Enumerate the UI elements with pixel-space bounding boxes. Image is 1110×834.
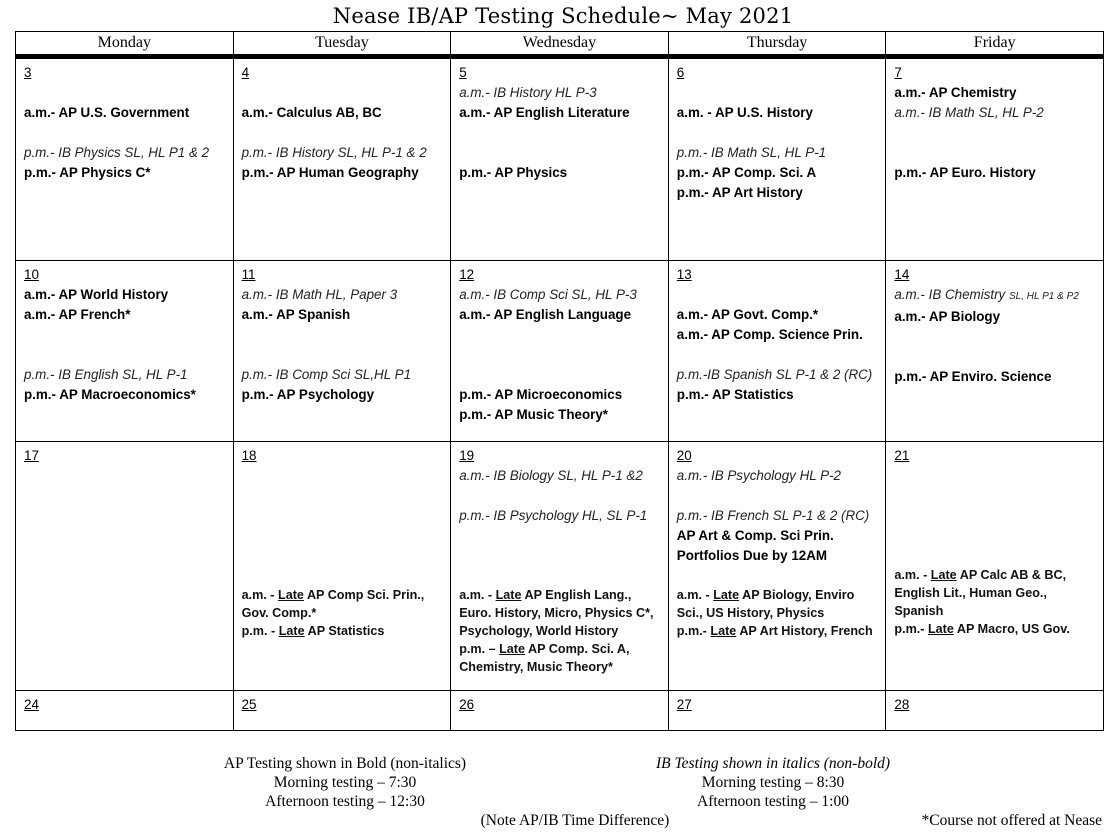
spacer xyxy=(677,345,878,365)
ap-exam-entry: a.m.- AP Comp. Science Prin. xyxy=(676,327,863,342)
legend-ib-afternoon: Afternoon testing – 1:00 xyxy=(697,793,849,810)
late-exam-entry: a.m. - Late AP Biology, Enviro xyxy=(676,588,855,602)
day-number: 27 xyxy=(676,697,692,712)
ap-exam-entry: a.m.- AP Govt. Comp.* xyxy=(676,307,819,322)
ib-exam-entry: a.m.- IB Comp Sci SL, HL P-3 xyxy=(459,287,637,302)
spacer xyxy=(894,486,1095,506)
day-number: 13 xyxy=(676,267,692,282)
day-cell xyxy=(451,261,669,442)
ap-exam-entry: p.m.- AP Physics C* xyxy=(24,165,151,180)
late-exam-entry: Sci., US History, Physics xyxy=(676,606,825,620)
late-exam-entry: Psychology, World History xyxy=(459,624,619,638)
spacer xyxy=(459,526,660,546)
ib-exam-entry: a.m.- IB Math HL, Paper 3 xyxy=(241,287,398,302)
calendar-table xyxy=(15,31,1104,731)
ap-exam-entry: a.m.- AP Chemistry xyxy=(894,85,1017,100)
legend-ib xyxy=(618,754,928,811)
spacer xyxy=(459,143,660,163)
week-row xyxy=(16,57,1104,261)
day-number: 4 xyxy=(241,65,250,80)
legend-time-note: (Note AP/IB Time Difference) xyxy=(480,812,670,829)
spacer xyxy=(894,123,1095,143)
spacer xyxy=(677,285,878,305)
day-cell xyxy=(668,261,886,442)
late-label: Late xyxy=(927,622,954,636)
spacer xyxy=(24,123,225,143)
day-number: 3 xyxy=(24,65,32,80)
ib-exam-entry: a.m.- IB History HL P-3 xyxy=(459,85,597,100)
spacer xyxy=(459,345,660,365)
day-cell xyxy=(233,442,451,691)
weekday-monday: Monday xyxy=(16,32,234,57)
day-number: 21 xyxy=(894,448,910,463)
late-label: Late xyxy=(710,624,737,638)
ap-exam-entry: a.m.- Calculus AB, BC xyxy=(241,105,382,120)
spacer xyxy=(894,327,1095,347)
spacer xyxy=(677,83,878,103)
ib-exam-entry: p.m.-IB Spanish SL P-1 & 2 (RC) xyxy=(676,367,873,382)
day-cell xyxy=(233,691,451,731)
footnote-not-offered: *Course not offered at Nease xyxy=(921,812,1102,829)
day-cell xyxy=(886,691,1104,731)
ap-exam-entry: p.m.- AP Art History xyxy=(676,185,803,200)
ib-exam-entry: a.m.- IB Math SL, HL P-2 xyxy=(894,105,1044,120)
day-number: 6 xyxy=(676,65,685,80)
late-exam-entry: Euro. History, Micro, Physics C*, xyxy=(459,606,654,620)
day-number: 11 xyxy=(241,267,256,282)
ap-exam-entry: a.m. - AP U.S. History xyxy=(676,105,813,120)
ap-exam-entry: Portfolios Due by 12AM xyxy=(676,548,828,563)
day-number: 20 xyxy=(676,448,692,463)
late-label: Late xyxy=(930,568,957,582)
ib-exam-papers: SL, HL P1 & P2 xyxy=(1008,291,1079,302)
late-exam-entry: English Lit., Human Geo., xyxy=(894,586,1047,600)
ap-exam-entry: p.m.- AP Comp. Sci. A xyxy=(676,165,817,180)
weekday-header-row xyxy=(16,32,1104,57)
spacer xyxy=(459,486,660,506)
ap-exam-entry: a.m.- AP English Literature xyxy=(459,105,630,120)
late-exam-entry: a.m. - Late AP Calc AB & BC, xyxy=(894,568,1067,582)
spacer xyxy=(242,546,443,566)
week-row xyxy=(16,442,1104,691)
spacer xyxy=(459,365,660,385)
ap-exam-entry: p.m.- AP Euro. History xyxy=(894,165,1036,180)
ap-exam-entry: p.m.- AP Enviro. Science xyxy=(894,369,1052,384)
week-row xyxy=(16,691,1104,731)
day-number: 7 xyxy=(894,65,902,80)
ib-exam-entry: p.m.- IB Math SL, HL P-1 xyxy=(676,145,827,160)
late-exam-entry: a.m. - Late AP Comp Sci. Prin., xyxy=(241,588,425,602)
ib-exam-entry: a.m.- IB Chemistry SL, HL P1 & P2 xyxy=(894,287,1079,302)
day-cell xyxy=(886,261,1104,442)
ap-exam-entry: p.m.- AP Macroeconomics* xyxy=(24,387,196,402)
ib-exam-entry: a.m.- IB Biology SL, HL P-1 &2 xyxy=(459,468,643,483)
ap-exam-entry: a.m.- AP U.S. Government xyxy=(24,105,190,120)
spacer xyxy=(24,325,225,345)
weekday-wednesday: Wednesday xyxy=(451,32,669,57)
spacer xyxy=(242,325,443,345)
ib-exam-entry: p.m.- IB Comp Sci SL,HL P1 xyxy=(241,367,412,382)
page-title: Nease IB/AP Testing Schedule~ May 2021 xyxy=(332,4,794,28)
spacer xyxy=(894,466,1095,486)
ap-exam-entry: a.m.- AP English Language xyxy=(459,307,632,322)
late-label: Late xyxy=(713,588,740,602)
ib-exam-entry: p.m.- IB Physics SL, HL P1 & 2 xyxy=(24,145,210,160)
weekday-friday: Friday xyxy=(886,32,1104,57)
late-exam-entry: p.m. - Late AP Statistics xyxy=(241,624,385,638)
legend-ib-morning: Morning testing – 8:30 xyxy=(701,774,845,791)
spacer xyxy=(242,123,443,143)
day-cell xyxy=(451,442,669,691)
late-exam-entry: p.m.- Late AP Art History, French xyxy=(676,624,873,638)
weekday-thursday: Thursday xyxy=(668,32,886,57)
late-exam-entry: p.m. – Late AP Comp. Sci. A, xyxy=(459,642,630,656)
day-cell xyxy=(233,57,451,261)
spacer xyxy=(677,123,878,143)
spacer xyxy=(677,566,878,586)
day-number: 19 xyxy=(459,448,475,463)
ap-exam-entry: p.m.- AP Music Theory* xyxy=(459,407,609,422)
ap-exam-entry: AP Art & Comp. Sci Prin. xyxy=(676,528,834,543)
late-label: Late xyxy=(499,642,525,656)
day-number: 28 xyxy=(894,697,910,712)
day-cell xyxy=(451,57,669,261)
late-exam-entry: p.m.- Late AP Macro, US Gov. xyxy=(894,622,1070,636)
weekday-tuesday: Tuesday xyxy=(233,32,451,57)
spacer xyxy=(242,345,443,365)
late-exam-entry: Spanish xyxy=(894,604,944,618)
ib-exam-entry: p.m.- IB French SL P-1 & 2 (RC) xyxy=(676,508,870,523)
late-label: Late xyxy=(278,588,304,602)
ib-exam-entry: a.m.- IB Psychology HL P-2 xyxy=(676,468,842,483)
spacer xyxy=(459,566,660,586)
legend-ap-heading: AP Testing shown in Bold (non-italics) xyxy=(223,755,467,772)
spacer xyxy=(894,506,1095,526)
legend-ib-heading: IB Testing shown in italics (non-bold) xyxy=(655,755,891,772)
spacer xyxy=(242,83,443,103)
ap-exam-entry: p.m.- AP Physics xyxy=(459,165,568,180)
spacer xyxy=(459,325,660,345)
day-cell xyxy=(668,691,886,731)
ap-exam-entry: p.m.- AP Microeconomics xyxy=(459,387,623,402)
ap-exam-entry: a.m.- AP French* xyxy=(24,307,131,322)
day-number: 10 xyxy=(24,267,39,282)
spacer xyxy=(894,143,1095,163)
ap-exam-entry: a.m.- AP Spanish xyxy=(241,307,351,322)
ib-exam-entry: p.m.- IB English SL, HL P-1 xyxy=(24,367,188,382)
day-cell xyxy=(668,442,886,691)
day-cell xyxy=(886,442,1104,691)
ap-exam-entry: p.m.- AP Statistics xyxy=(676,387,794,402)
legend-ap xyxy=(190,754,500,811)
ap-exam-entry: p.m.- AP Psychology xyxy=(241,387,375,402)
spacer xyxy=(459,123,660,143)
late-label: Late xyxy=(495,588,522,602)
spacer xyxy=(242,466,443,486)
ap-exam-entry: p.m.- AP Human Geography xyxy=(241,165,419,180)
spacer xyxy=(242,506,443,526)
spacer xyxy=(242,566,443,586)
week-row xyxy=(16,261,1104,442)
late-exam-entry: Gov. Comp.* xyxy=(241,606,317,620)
spacer xyxy=(894,526,1095,546)
day-cell xyxy=(668,57,886,261)
day-number: 5 xyxy=(459,65,467,80)
spacer xyxy=(24,345,225,365)
late-exam-entry: Chemistry, Music Theory* xyxy=(459,660,613,674)
legend-ap-afternoon: Afternoon testing – 12:30 xyxy=(265,793,425,810)
late-exam-entry: a.m. - Late AP English Lang., xyxy=(459,588,632,602)
day-cell xyxy=(16,261,234,442)
day-cell xyxy=(16,691,234,731)
spacer xyxy=(894,347,1095,367)
ib-exam-entry: p.m.- IB History SL, HL P-1 & 2 xyxy=(241,145,427,160)
ib-exam-entry: p.m.- IB Psychology HL, SL P-1 xyxy=(459,508,648,523)
spacer xyxy=(677,486,878,506)
day-cell xyxy=(451,691,669,731)
ap-exam-entry: a.m.- AP World History xyxy=(24,287,169,302)
spacer xyxy=(242,486,443,506)
ap-exam-entry: a.m.- AP Biology xyxy=(894,309,1001,324)
spacer xyxy=(459,546,660,566)
day-number: 18 xyxy=(241,448,257,463)
day-number: 25 xyxy=(241,697,257,712)
day-cell xyxy=(886,57,1104,261)
late-label: Late xyxy=(278,624,305,638)
spacer xyxy=(24,83,225,103)
day-number: 14 xyxy=(894,267,910,282)
day-cell xyxy=(233,261,451,442)
day-cell xyxy=(16,442,234,691)
spacer xyxy=(242,526,443,546)
legend-ap-morning: Morning testing – 7:30 xyxy=(273,774,417,791)
day-number: 26 xyxy=(459,697,475,712)
day-number: 24 xyxy=(24,697,39,712)
spacer xyxy=(894,546,1095,566)
day-number: 12 xyxy=(459,267,475,282)
day-number: 17 xyxy=(24,448,39,463)
day-cell xyxy=(16,57,234,261)
